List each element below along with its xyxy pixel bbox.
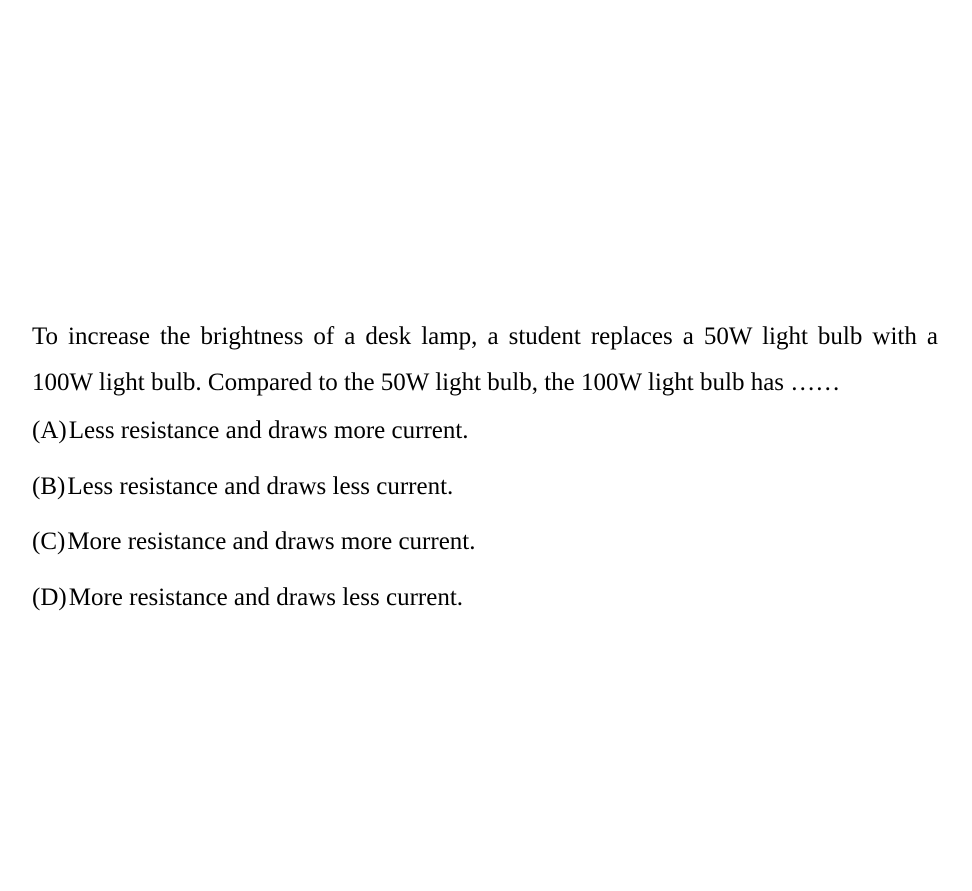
option-text: More resistance and draws less current. [68,583,464,611]
option-letter: (C) [32,528,66,555]
question-stem: To increase the brightness of a desk lamp, a student replaces a 50W light bulb with a 100W light bulb. Compared to the 50W light bulb, the 100W light bulb has …… [32,323,938,396]
option-text: More resistance and draws more current. [67,528,476,555]
option-letter: (D) [32,583,67,611]
answer-options [32,416,938,613]
option-letter: (B) [32,472,66,500]
option-text: Less resistance and draws more current. [68,417,469,444]
option-letter: (A) [32,417,67,444]
option-c [32,527,938,557]
option-b [32,472,938,502]
option-d [32,583,938,613]
question-block [32,314,938,638]
option-text: Less resistance and draws less current. [67,472,454,500]
option-a [32,416,938,446]
